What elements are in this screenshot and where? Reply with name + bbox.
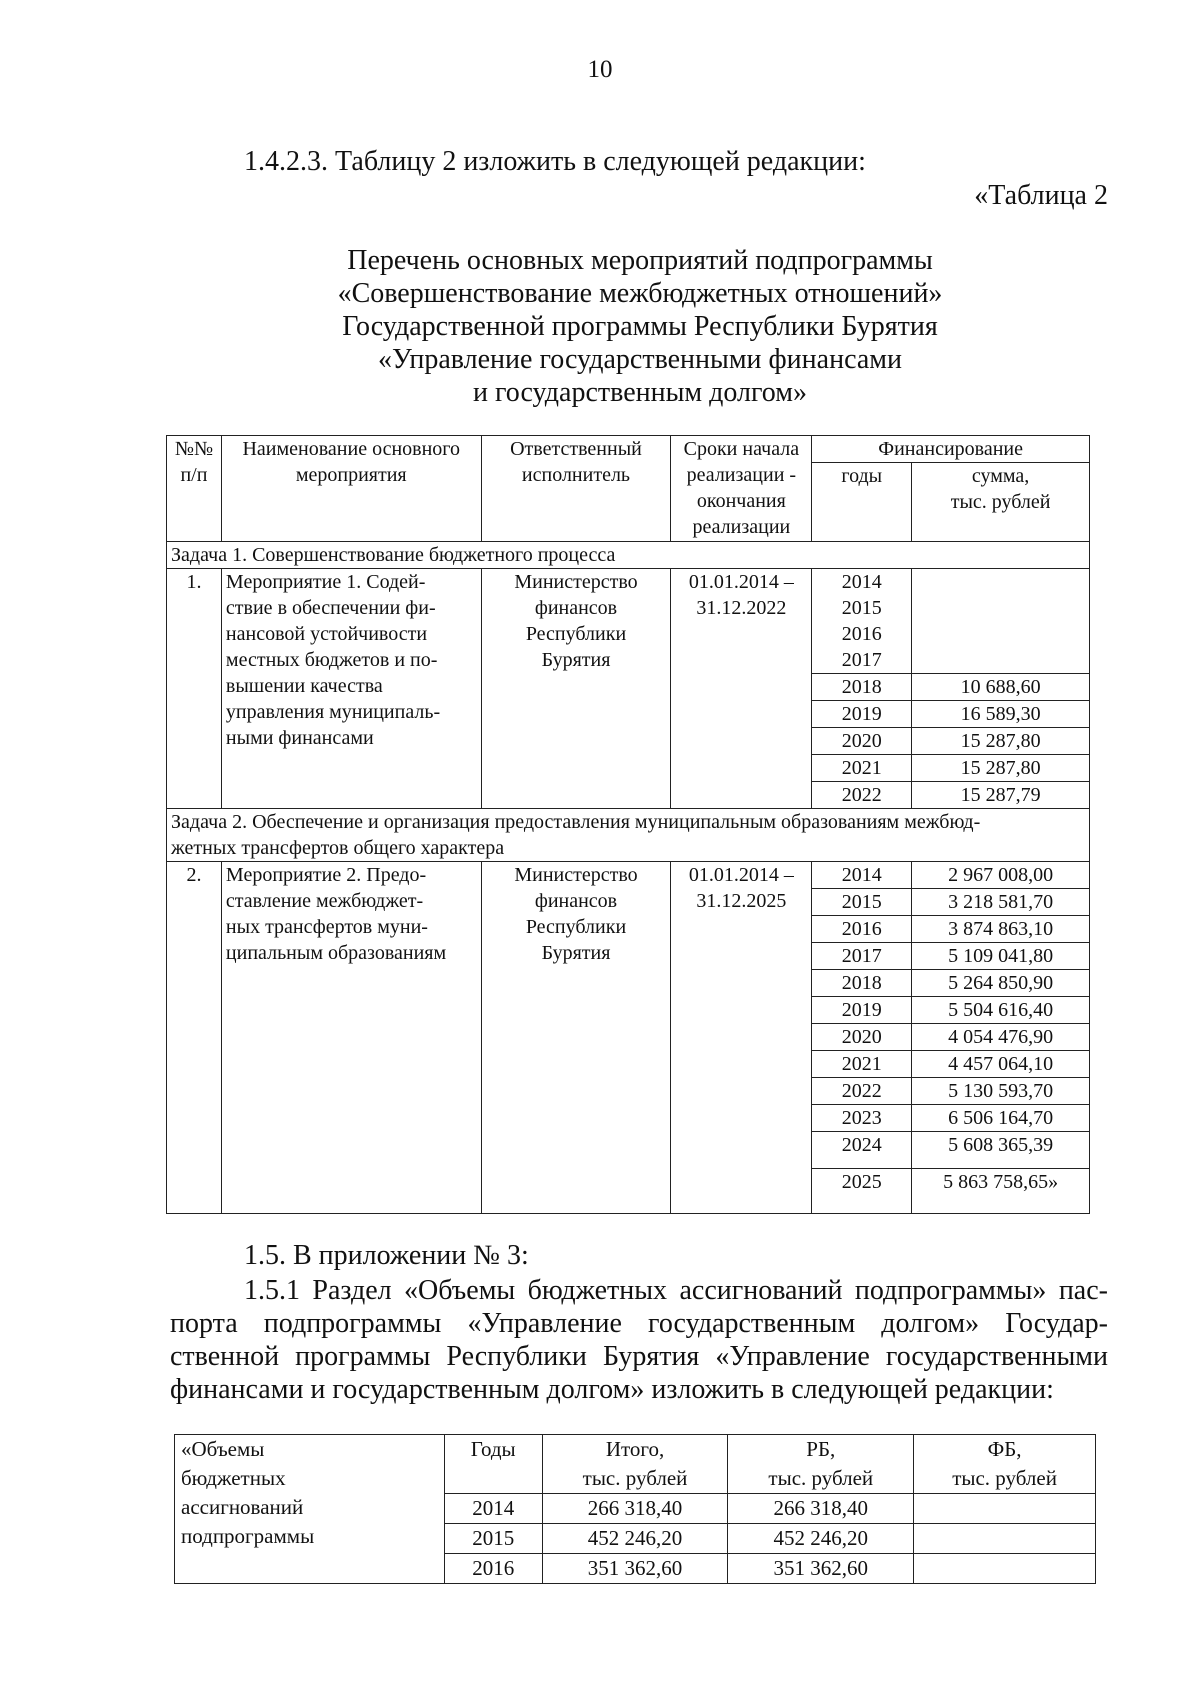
section-1-5-1 — [170, 1274, 1108, 1406]
year-cell: 2016 — [444, 1554, 542, 1584]
header-total: Итого, тыс. рублей — [542, 1435, 728, 1494]
header-num: №№ п/п — [167, 436, 222, 542]
header-fb: ФБ, тыс. рублей — [914, 1435, 1096, 1494]
fb-cell — [914, 1524, 1096, 1554]
year-cell: 2019 — [812, 997, 912, 1024]
sum-cell: 3 874 863,10 — [912, 916, 1090, 943]
year-cell: 2021 — [812, 1051, 912, 1078]
sum-cell: 15 287,79 — [912, 782, 1090, 809]
year-cell: 2015 — [444, 1524, 542, 1554]
task-row — [167, 542, 1090, 569]
total-cell: 351 362,60 — [542, 1554, 728, 1584]
header-rb: РБ, тыс. рублей — [728, 1435, 914, 1494]
year-cell: 2025 — [812, 1169, 912, 1214]
header-sum: сумма, тыс. рублей — [912, 463, 1090, 542]
year-cell: 2018 — [812, 970, 912, 997]
title-line: и государственным долгом» — [473, 377, 807, 408]
table-header-row — [167, 436, 1090, 463]
table-row — [167, 569, 1090, 674]
budget-table — [174, 1434, 1096, 1584]
fb-cell — [914, 1494, 1096, 1524]
sum-cell: 10 688,60 — [912, 674, 1090, 701]
total-cell: 452 246,20 — [542, 1524, 728, 1554]
title-line: Перечень основных мероприятий подпрограммы — [347, 245, 933, 276]
table-title — [170, 244, 1110, 409]
sum-cell: 5 608 365,39 — [912, 1132, 1090, 1169]
header-name: Наименование основного мероприятия — [221, 436, 481, 542]
item1-dates: 01.01.2014 – 31.12.2022 — [671, 569, 812, 809]
item1-name: Мероприятие 1. Содей- ствие в обеспечении фи- нансовой устойчивости местных бюджетов и по- вышении качества управления муниципаль- ными финансами — [221, 569, 481, 809]
sum-cell: 5 109 041,80 — [912, 943, 1090, 970]
fb-cell — [914, 1554, 1096, 1584]
year-cell: 2015 — [812, 889, 912, 916]
header-years: Годы — [444, 1435, 542, 1494]
year-cell: 2022 — [812, 782, 912, 809]
sum-cell: 4 054 476,90 — [912, 1024, 1090, 1051]
rb-cell: 266 318,40 — [728, 1494, 914, 1524]
year-cell: 2014 — [444, 1494, 542, 1524]
table-row — [167, 862, 1090, 889]
item1-num: 1. — [167, 569, 222, 809]
header-years: годы — [812, 463, 912, 542]
item2-executor: Министерство финансов Республики Бурятия — [481, 862, 671, 1214]
rb-cell: 351 362,60 — [728, 1554, 914, 1584]
title-line: Государственной программы Республики Бурятия — [342, 311, 938, 342]
header-financing: Финансирование — [812, 436, 1090, 463]
table-caption: «Таблица 2 — [974, 180, 1108, 211]
section-1-5: 1.5. В приложении № 3: — [244, 1240, 529, 1271]
year-cell: 2020 — [812, 728, 912, 755]
sum-cell: 15 287,80 — [912, 755, 1090, 782]
paragraph-line: порта подпрограммы «Управление государственным долгом» Государ- — [170, 1308, 1108, 1339]
year-cell: 2019 — [812, 701, 912, 728]
budget-label: «Объемы бюджетных ассигнований подпрограммы — [175, 1435, 445, 1584]
year-cell: 2021 — [812, 755, 912, 782]
sum-cell: 5 264 850,90 — [912, 970, 1090, 997]
paragraph-line: финансами и государственным долгом» изложить в следующей редакции: — [170, 1374, 1054, 1405]
item1-sum-empty — [912, 569, 1090, 674]
item1-executor: Министерство финансов Республики Бурятия — [481, 569, 671, 809]
sum-cell: 6 506 164,70 — [912, 1105, 1090, 1132]
measures-table — [166, 435, 1090, 1214]
title-line: «Управление государственными финансами — [378, 344, 902, 375]
rb-cell: 452 246,20 — [728, 1524, 914, 1554]
year-cell: 2023 — [812, 1105, 912, 1132]
year-cell: 2020 — [812, 1024, 912, 1051]
item2-name: Мероприятие 2. Предо- ставление межбюджет- ных трансфертов муни- ципальным образованиям — [221, 862, 481, 1214]
year-cell: 2024 — [812, 1132, 912, 1169]
paragraph-line: ственной программы Республики Бурятия «Управление государственными — [170, 1341, 1108, 1372]
sum-cell: 3 218 581,70 — [912, 889, 1090, 916]
sum-cell: 4 457 064,10 — [912, 1051, 1090, 1078]
task2: Задача 2. Обеспечение и организация предоставления муниципальным образованиям межбюд- жетных трансфертов общего характера — [167, 809, 1090, 862]
paragraph-line: 1.5.1 Раздел «Объемы бюджетных ассигнований подпрограммы» пас- — [244, 1275, 1108, 1306]
year-cell: 2014 — [812, 862, 912, 889]
table-header-row — [175, 1435, 1096, 1494]
sum-cell: 16 589,30 — [912, 701, 1090, 728]
year-cell: 2016 — [812, 916, 912, 943]
sum-cell: 5 504 616,40 — [912, 997, 1090, 1024]
year-cell: 2018 — [812, 674, 912, 701]
sum-cell: 2 967 008,00 — [912, 862, 1090, 889]
year-cell: 2017 — [812, 943, 912, 970]
intro-paragraph: 1.4.2.3. Таблицу 2 изложить в следующей редакции: — [244, 146, 866, 177]
sum-cell: 15 287,80 — [912, 728, 1090, 755]
sum-cell: 5 130 593,70 — [912, 1078, 1090, 1105]
title-line: «Совершенствование межбюджетных отношений» — [337, 278, 943, 309]
item2-num: 2. — [167, 862, 222, 1214]
item1-years-early: 2014 2015 2016 2017 — [812, 569, 912, 674]
year-cell: 2022 — [812, 1078, 912, 1105]
header-executor: Ответственный исполнитель — [481, 436, 671, 542]
total-cell: 266 318,40 — [542, 1494, 728, 1524]
sum-cell: 5 863 758,65» — [912, 1169, 1090, 1214]
item2-dates: 01.01.2014 – 31.12.2025 — [671, 862, 812, 1214]
task1: Задача 1. Совершенствование бюджетного процесса — [167, 542, 1090, 569]
page-number: 10 — [587, 56, 613, 83]
task-row — [167, 809, 1090, 862]
header-dates: Сроки начала реализации - окончания реализации — [671, 436, 812, 542]
